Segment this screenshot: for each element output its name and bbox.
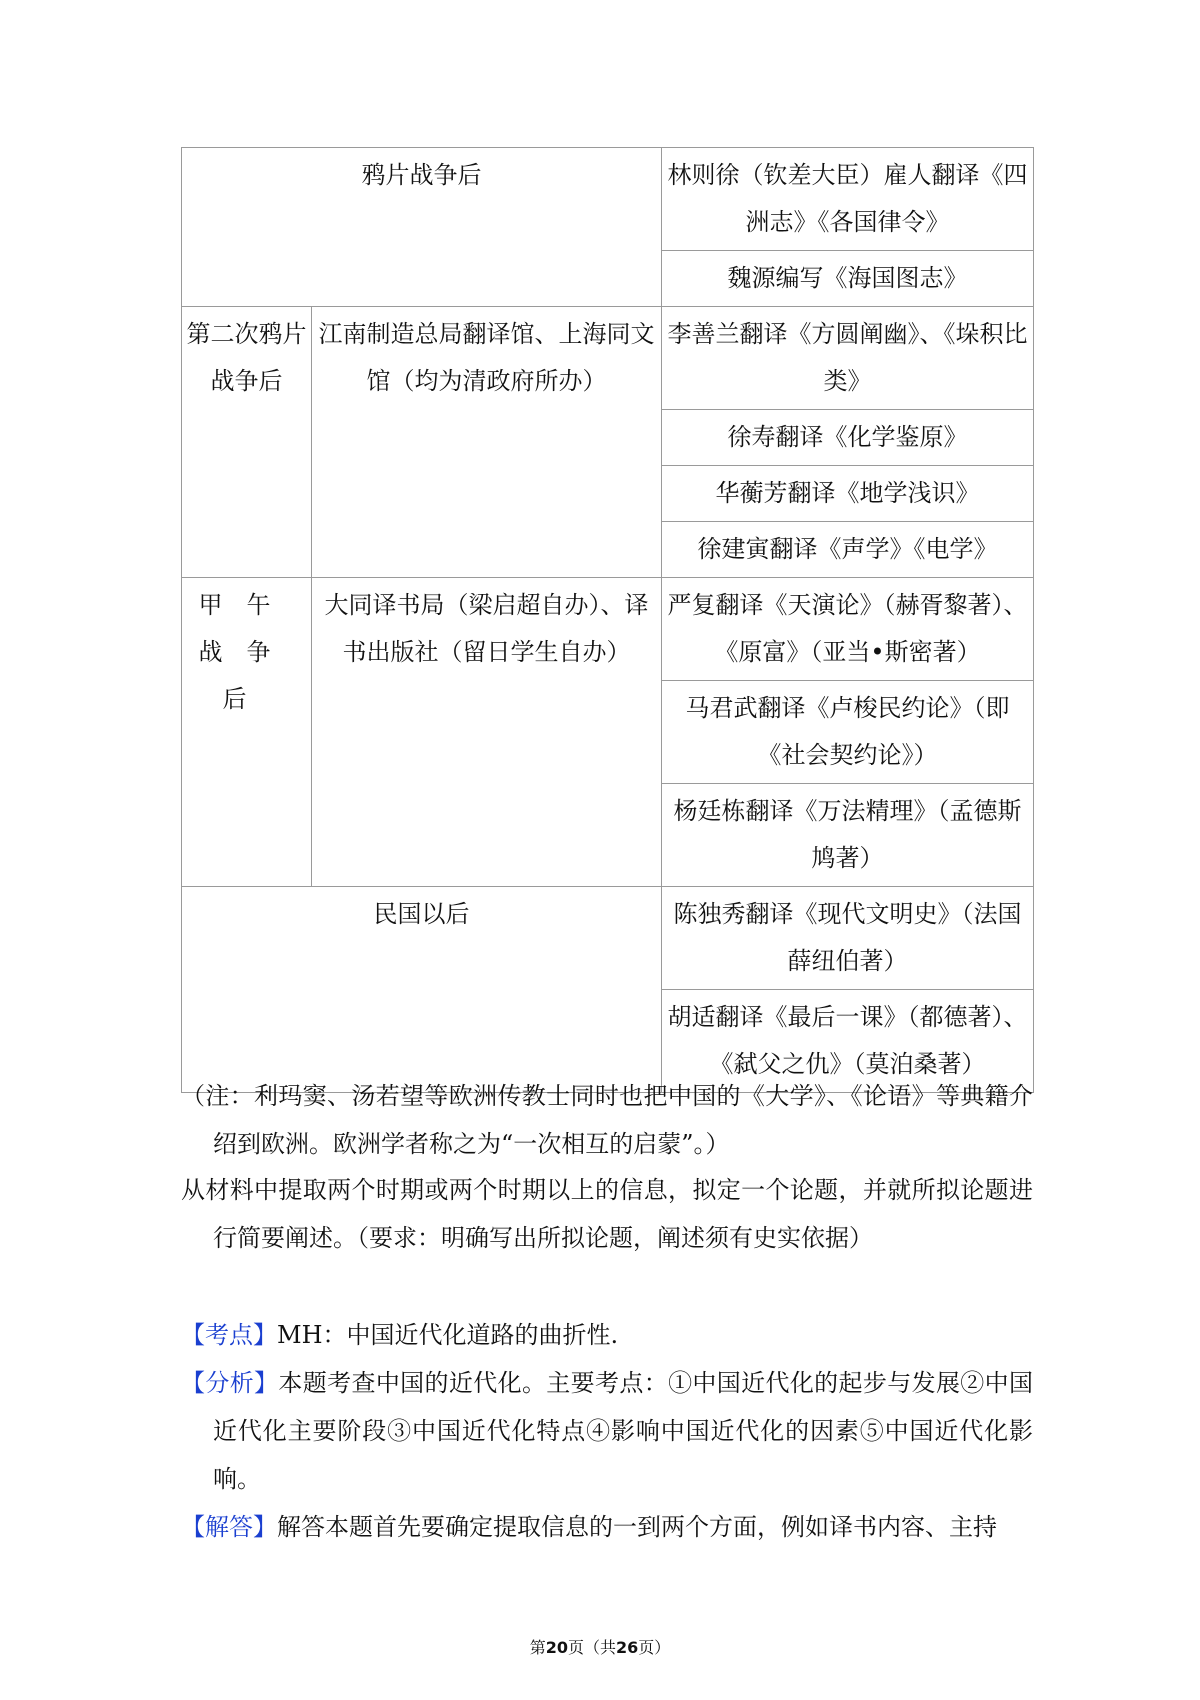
translation-item: 徐寿翻译《化学鉴原》 <box>662 410 1034 466</box>
table-row <box>182 887 1034 990</box>
translation-item: 魏源编写《海国图志》 <box>662 251 1034 307</box>
translation-item: 杨廷栋翻译《万法精理》（孟德斯鸠著） <box>662 784 1034 887</box>
translation-item: 马君武翻译《卢梭民约论》（即《社会契约论》） <box>662 681 1034 784</box>
jieda-paragraph <box>181 1503 1033 1551</box>
answer-section <box>181 1311 1033 1551</box>
question-block <box>181 1166 1033 1262</box>
jieda-tag: 【解答】 <box>181 1513 277 1541</box>
note-block <box>181 1072 1033 1168</box>
translation-item: 徐建寅翻译《声学》《电学》 <box>662 522 1034 578</box>
period-cell: 甲午战争后 <box>182 578 312 887</box>
translation-item: 陈独秀翻译《现代文明史》（法国薛纽伯著） <box>662 887 1034 990</box>
period-cell: 鸦片战争后 <box>182 148 662 307</box>
footer-middle: 页（共 <box>567 1638 616 1657</box>
table-row <box>182 307 1034 410</box>
fenxi-text: 本题考查中国的近代化。主要考点：①中国近代化的起步与发展②中国近代化主要阶段③中国近代化特点④影响中国近代化的因素⑤中国近代化影响。 <box>213 1369 1034 1493</box>
fenxi-paragraph <box>181 1359 1033 1503</box>
translation-item: 华蘅芳翻译《地学浅识》 <box>662 466 1034 522</box>
table-row <box>182 148 1034 251</box>
kaodian-tag: 【考点】 <box>181 1321 277 1349</box>
fenxi-tag: 【分析】 <box>181 1369 279 1397</box>
note-text: （注：利玛窦、汤若望等欧洲传教士同时也把中国的《大学》、《论语》等典籍介绍到欧洲。欧洲学者称之为“一次相互的启蒙”。） <box>181 1082 1033 1158</box>
institution-cell: 大同译书局（梁启超自办）、译书出版社（留日学生自办） <box>312 578 662 887</box>
translation-item: 林则徐（钦差大臣）雇人翻译《四洲志》《各国律令》 <box>662 148 1034 251</box>
footer-prefix: 第 <box>529 1638 546 1657</box>
total-pages: 26 <box>616 1638 639 1657</box>
institution-cell: 江南制造总局翻译馆、上海同文馆（均为清政府所办） <box>312 307 662 578</box>
kaodian-paragraph <box>181 1311 1033 1359</box>
page-footer <box>0 1635 1200 1658</box>
translation-table <box>181 147 1034 1093</box>
footer-suffix: 页） <box>638 1638 671 1657</box>
period-cell: 第二次鸦片战争后 <box>182 307 312 578</box>
period-cell: 民国以后 <box>182 887 662 1093</box>
page-number: 20 <box>545 1638 568 1657</box>
table-row <box>182 578 1034 681</box>
translation-item: 胡适翻译《最后一课》（都德著）、《弑父之仇》（莫泊桑著） <box>662 990 1034 1093</box>
translation-item: 严复翻译《天演论》（赫胥黎著）、《原富》（亚当•斯密著） <box>662 578 1034 681</box>
translation-item: 李善兰翻译《方圆阐幽》、《垛积比类》 <box>662 307 1034 410</box>
question-text: 从材料中提取两个时期或两个时期以上的信息，拟定一个论题，并就所拟论题进行简要阐述。（要求：明确写出所拟论题，阐述须有史实依据） <box>181 1176 1033 1252</box>
jieda-text: 解答本题首先要确定提取信息的一到两个方面，例如译书内容、主持 <box>277 1513 997 1541</box>
kaodian-text: MH：中国近代化道路的曲折性. <box>277 1321 619 1349</box>
